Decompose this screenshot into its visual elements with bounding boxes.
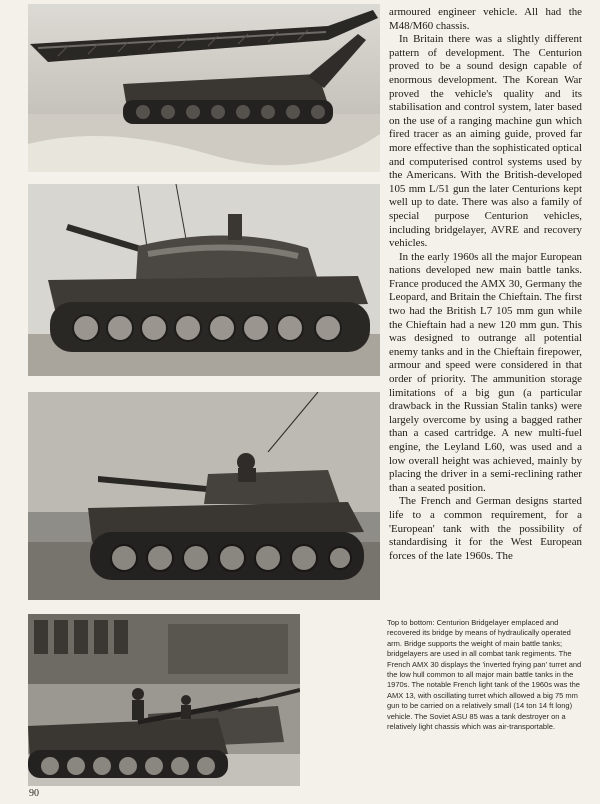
photo-amx-13 [28, 392, 380, 600]
body-text-column [389, 6, 582, 563]
paragraph: In Britain there was a slightly different pattern of development. The Centurion proved to be a sound design capable of enormous development. The Korean War proved the vehicle's quality and its stabilisation and control system, later based on the use of a ranging machine gun which fired tracer as an aiming guide, proved far more effective than the sophisticated optical and computerised control systems used by the Americans. With the British-developed 105 mm L/51 gun the later Centurions kept well up to date. There was also a family of special purpose Centurion vehicles, including bridgelayer, AVRE and recovery vehicles. [389, 33, 582, 250]
photo-caption: Top to bottom: Centurion Bridgelayer emplaced and recovered its bridge by means of hydraulically operated arm. Bridge supports the weight of main battle tanks; bridgelayers are used in all combat tank regiments. The French AMX 30 displays the 'inverted frying pan' turret and the low hull common to all major main battle tanks in the 1970s. The notable French light tank of the 1960s was the AMX 13, with oscillating turret which allowed a big 75 mm gun to be carried on a relatively small (14 ton 14 ft long) vehicle. The Soviet ASU 85 was a tank destroyer on a relatively light chassis which was air-transportable. [387, 618, 582, 732]
paragraph: The French and German designs started life to a common requirement, for a 'European' tank with the possibility of standardising it for the West European forces of the late 1960s. The [389, 495, 582, 562]
paragraph: armoured engineer vehicle. All had the M48/M60 chassis. [389, 6, 582, 32]
photo-amx-30 [28, 184, 380, 376]
page-number: 90 [29, 788, 39, 799]
paragraph: In the early 1960s all the major European nations developed new main battle tanks. France produced the AMX 30, Germany the Leopard, and Britain the Chieftain. The first two had the British L7 105 mm gun while the Chieftain had a new 120 mm gun. This was designed to outrange all potential enemy tanks and in the Chieftain firepower, armour and speed were considered in that order of priority. The ammunition storage limitations of a big gun (a particular drawback in the Russian Stalin tanks) were largely overcome by using a bagged rather than a cased cartridge. A new multi-fuel engine, the Leyland L60, was used and a low overall height was achieved, mainly by placing the driver in a semi-reclining rather than a seated position. [389, 250, 582, 494]
photo-asu-85 [28, 614, 300, 786]
photo-centurion-bridgelayer [28, 4, 380, 172]
